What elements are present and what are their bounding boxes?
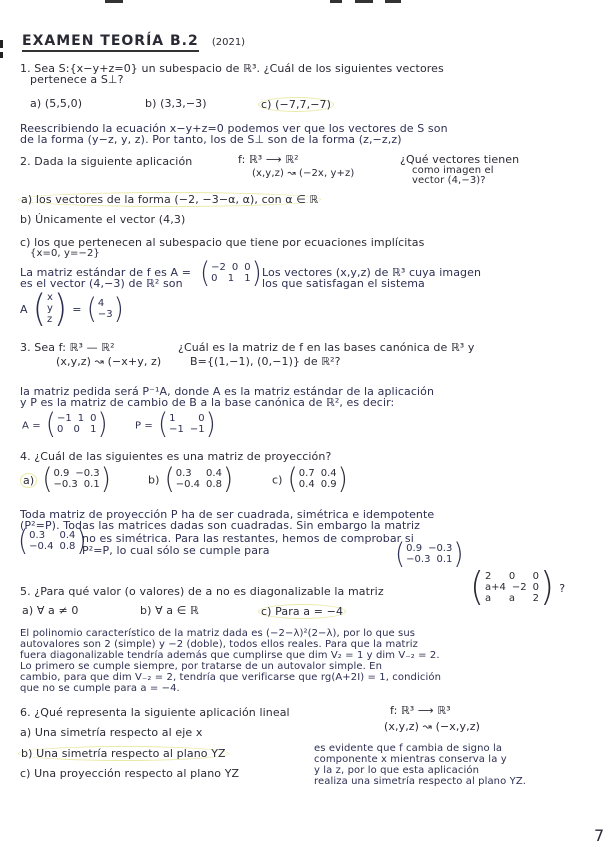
q6-answer-line: es evidente que f cambia de signo la [314,743,503,754]
q6-map-line2: (x,y,z) ↝ (−x,y,z) [384,720,480,733]
q1-option-a: a) (5,5,0) [30,97,83,110]
q2-system: A ( x y z ) = ( 4 −3 ) [20,286,124,331]
q2-question-line2: como imagen el [412,165,494,176]
q3-answer-line2: y P es la matriz de cambio de B a la base canónica de ℝ², es decir: [20,396,395,409]
q6-option-a: a) Una simetría respecto al eje x [20,726,203,739]
q3-matrix-A: A = ( −1 1 0 0 0 1 ) [22,407,108,441]
exam-header [22,30,245,49]
q5-answer-line: cambio, para que dim V₋₂ = 2, tendría que verificarse que rg(A+2I) = 1, condición [20,672,442,683]
q4-answer-line2: (P²=P). Todas las matrices dadas son cuadradas. Sin embargo la matriz [20,519,421,532]
q4-answer-line1: Toda matriz de proyección P ha de ser cuadrada, simétrica e idempotente [20,508,435,521]
q2-option-a: a) los vectores de la forma (−2, −3−α, α), con α ∈ ℝ [18,192,321,207]
q2-question-line3: vector (4,−3)? [412,175,486,186]
q3-line1b: ¿Cuál es la matriz de f en las bases canónica de ℝ³ y [178,341,475,354]
scan-mark [105,0,123,3]
q6-answer-line: y la z, por lo que esta aplicación [314,765,480,776]
q4-option-a: a) ( 0.9 −0.3 −0.3 0.1 ) [20,468,111,490]
q5-text: 5. ¿Para qué valor (o valores) de a no es diagonalizable la matriz [20,585,384,598]
q2-map-line1: f: ℝ³ ⟶ ℝ² [238,153,299,166]
q1-option-b: b) (3,3,−3) [145,97,207,110]
q4-answer-line4: P²=P, lo cual sólo se cumple para [82,544,270,557]
q5-answer-line: Lo primero se cumple siempre, por tratarse de un autovalor simple. En [20,661,383,672]
q1-answer-line2: de la forma (y−z, y, z). Por tanto, los de S⊥ son de la forma (z,−z,z) [20,133,402,146]
q3-answer-line1: la matriz pedida será P⁻¹A, donde A es la matriz estándar de la aplicación [20,385,435,398]
q5-option-c: c) Para a = −4 [258,604,346,619]
q5-option-b: b) ∀ a ∈ ℝ [140,604,199,617]
scan-mark [330,0,342,3]
exam-title: EXAMEN TEORÍA B.2 [22,33,199,52]
q3-matrix-P: P = ( 1 0 −1 −1 ) [135,407,216,441]
q2-option-b: b) Únicamente el vector (4,3) [20,213,186,226]
scan-mark [0,52,3,58]
q2-matrix-A: ( −2 0 0 0 1 1 ) [200,256,262,290]
q6-text: 6. ¿Qué representa la siguiente aplicación lineal [20,706,290,719]
q6-option-b: b) Una simetría respecto al plano YZ [18,746,229,761]
q1-answer-line1: Reescribiendo la ecuación x−y+z=0 podemos ver que los vectores de S son [20,122,448,135]
q6-map-line1: f: ℝ³ ⟶ ℝ³ [390,704,451,717]
q1-text-line2: pertenece a S⊥? [30,73,124,86]
q1-text-line1: 1. Sea S:{x−y+z=0} un subespacio de ℝ³. ¿Cuál de los siguientes vectores [20,62,444,75]
q2-option-c-line2: {x=0, y=−2} [30,248,100,259]
q5-answer-line: autovalores son 2 (simple) y −2 (doble), todos ellos reales. Para que la matriz [20,639,419,650]
q1-option-c: c) (−7,7,−7) [258,97,334,112]
exam-year: (2021) [211,37,246,48]
q3-line2b: B={(1,−1), (0,−1)} de ℝ²? [190,355,341,368]
q2-answer-line1b: Los vectores (x,y,z) de ℝ³ cuya imagen [262,266,482,279]
q2-answer-line1: La matriz estándar de f es A = [20,266,192,279]
q2-text: 2. Dada la siguiente aplicación [20,155,193,168]
q3-line2: (x,y,z) ↝ (−x+y, z) [56,355,162,368]
q5-answer-line: El polinomio característico de la matriz dada es (−2−λ)²(2−λ), por lo que sus [20,628,416,639]
scan-mark [385,0,401,3]
q2-map-line2: (x,y,z) ↝ (−2x, y+z) [252,168,355,179]
scan-mark [0,40,3,48]
q6-option-c: c) Una proyección respecto al plano YZ [20,767,240,780]
q2-answer-line2: es el vector (4,−3) de ℝ² son [20,277,183,290]
q3-line1: 3. Sea f: ℝ³ — ℝ² [20,341,115,354]
q4-option-b: b) ( 0.3 0.4 −0.4 0.8 ) [148,462,234,496]
q5-answer-line: fuera diagonalizable tendría además que cumplirse que dim V₂ = 1 y dim V₋₂ = 2. [20,650,440,661]
q5-answer-line: que no se cumple para a = −4. [20,683,180,694]
q5-option-a: a) ∀ a ≠ 0 [22,604,79,617]
q4-option-c: c) ( 0.7 0.4 0.4 0.9 ) [272,462,348,496]
q2-option-c: c) los que pertenecen al subespacio que tiene por ecuaciones implícitas [20,236,425,249]
page-number: 7 [594,826,605,845]
q2-question-line1: ¿Qué vectores tienen [400,153,520,166]
q6-answer-line: realiza una simetría respecto al plano YZ. [314,776,527,787]
q4-answer-line3: no es simétrica. Para las restantes, hemos de comprobar si [82,532,414,545]
q6-answer-line: componente x mientras conserva la y [314,754,507,765]
q4-text: 4. ¿Cuál de las siguientes es una matriz de proyección? [20,450,332,463]
q4-answer-matrix: ( 0.3 0.4 −0.4 0.8 ) [18,524,87,558]
q2-answer-line2b: los que satisfagan el sistema [262,277,425,290]
q5-matrix: ( 2 0 0 a+4 −2 0 a a 2 ) ? [470,564,566,610]
q4-answer-matrix2: ( 0.9 −0.3 −0.3 0.1 ) [395,537,464,571]
scan-mark [355,0,373,3]
